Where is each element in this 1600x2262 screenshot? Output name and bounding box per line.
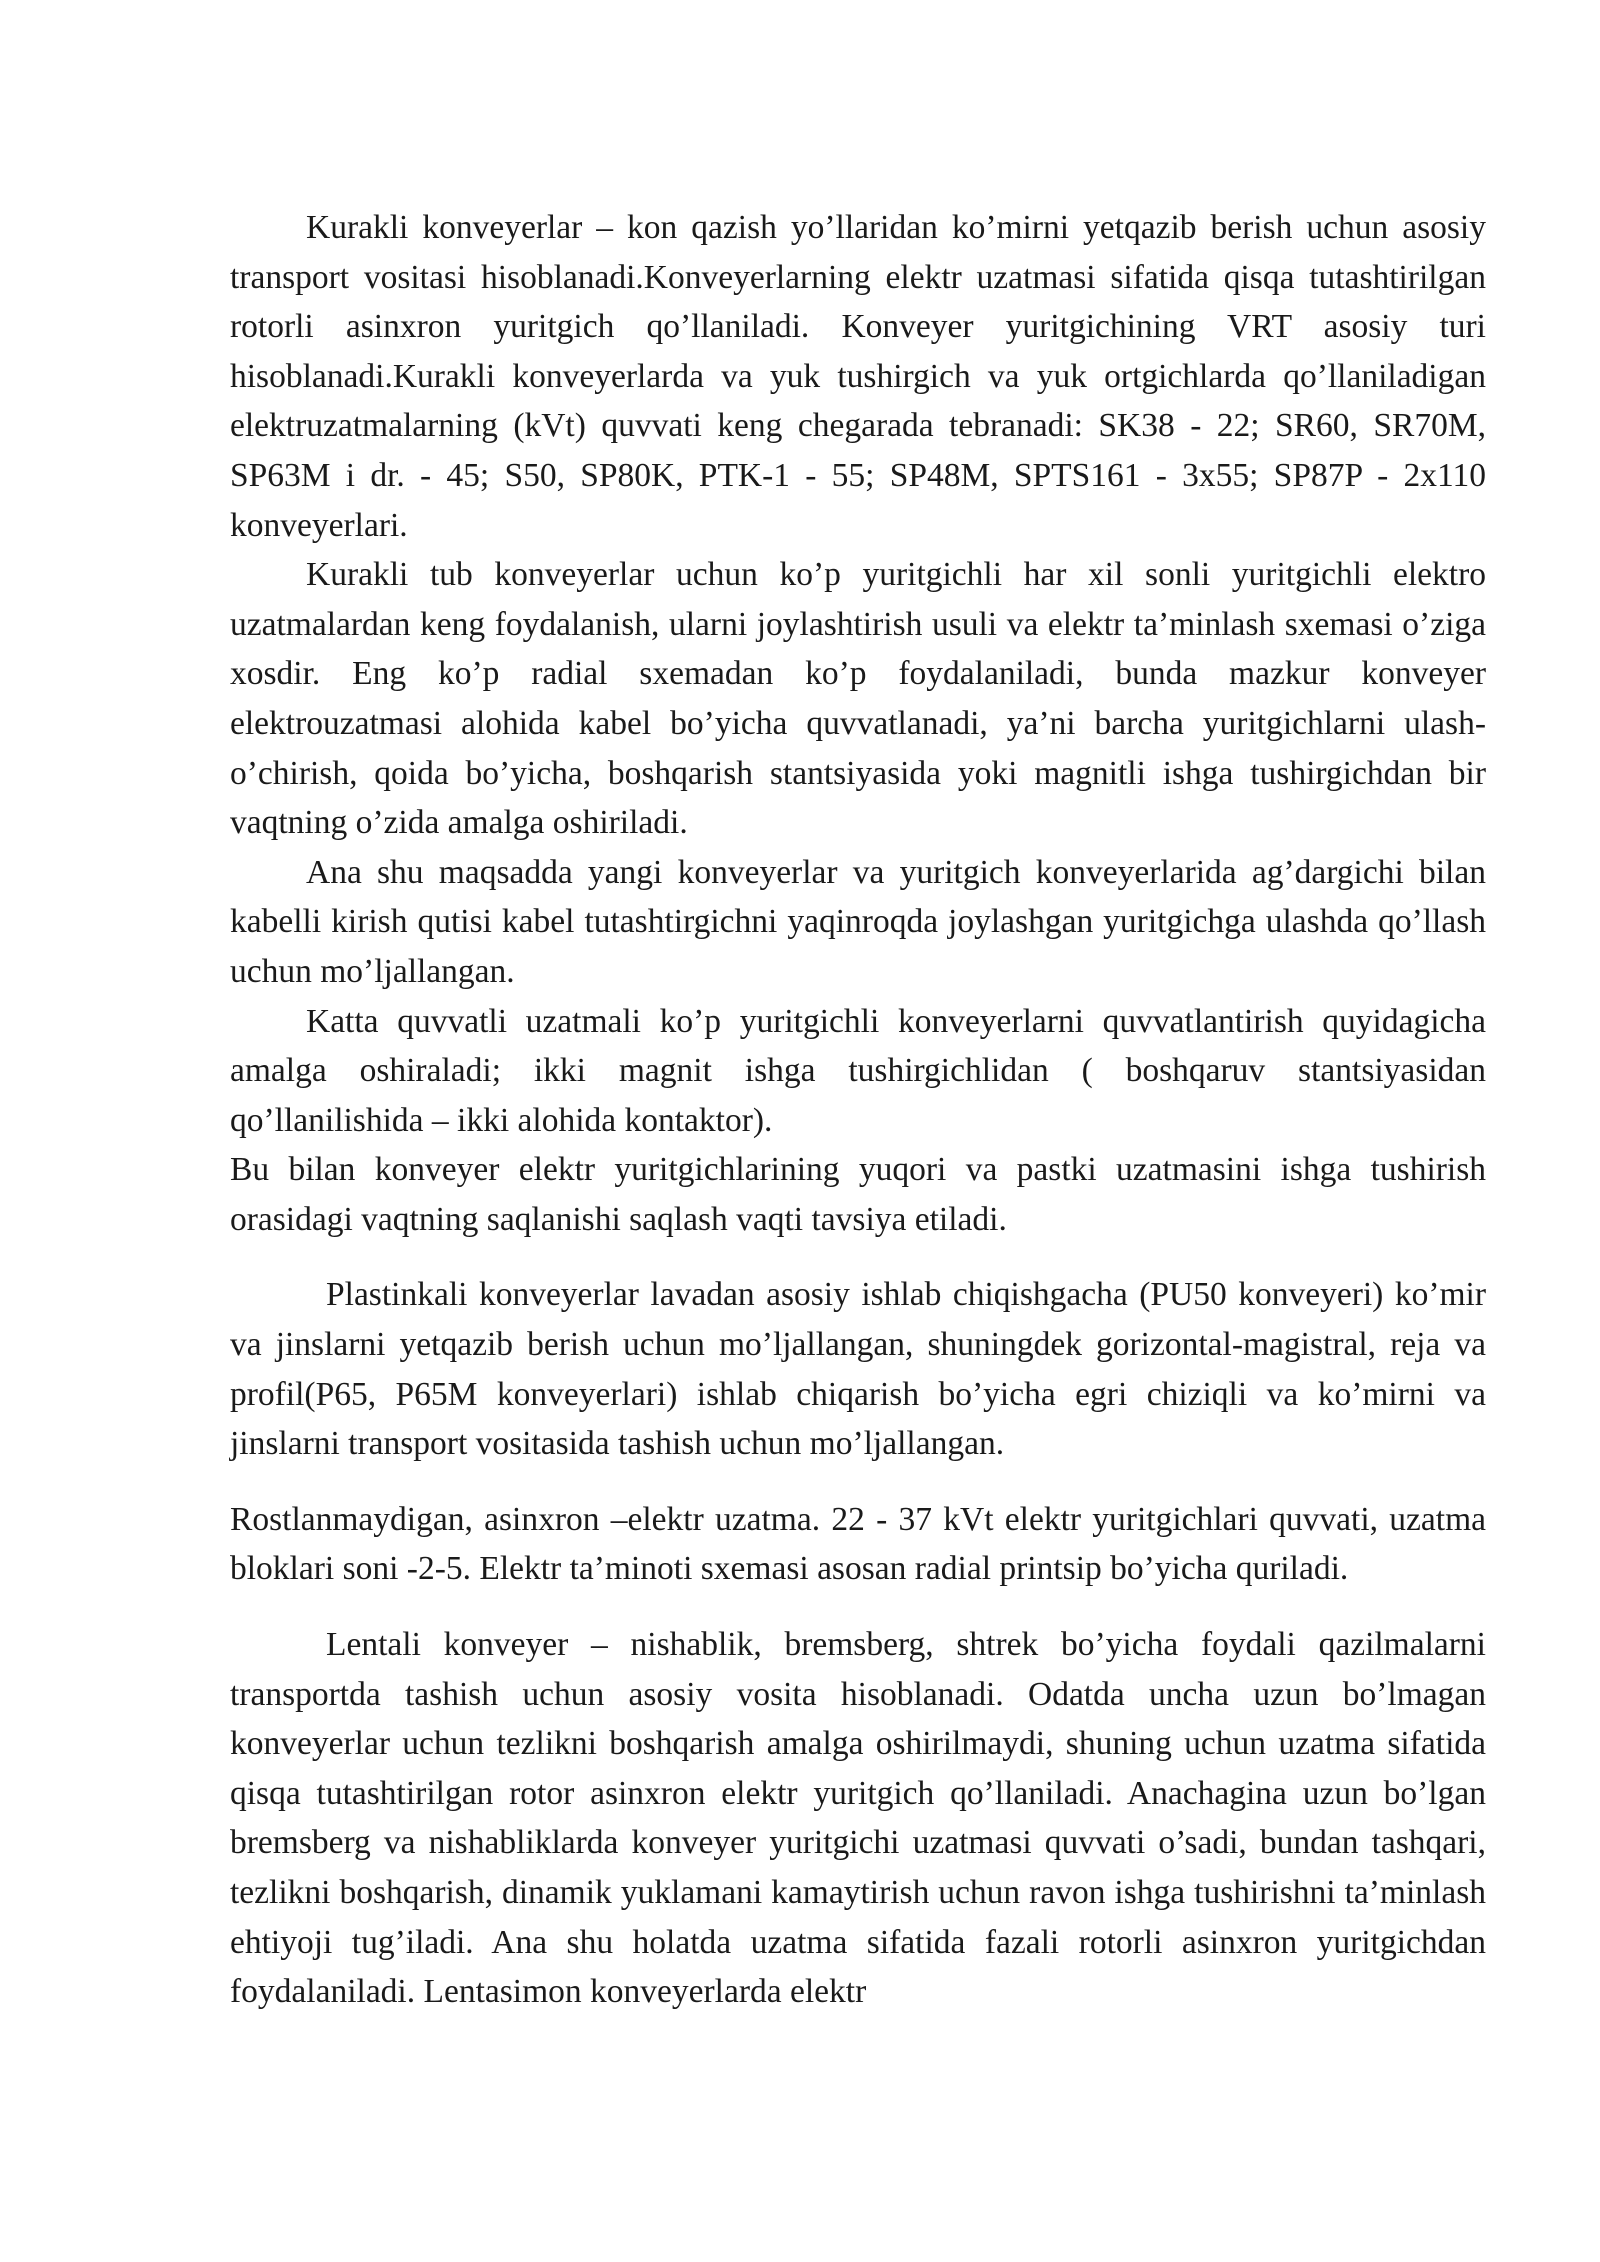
document-body	[230, 203, 1486, 2017]
paragraph-cable-box: Ana shu maqsadda yangi konveyerlar va yuritgich konveyerlarida ag’dargichi bilan kabelli kirish qutisi kabel tutashtirgichni yaqinroqda joylashgan yuritgichga ulashda qo’llash uchun mo’ljallangan.	[230, 853, 1486, 990]
paragraph-face-conveyors: Kurakli tub konveyerlar uchun ko’p yuritgichli har xil sonli yuritgichli elektro uzatmalardan keng foydalanish, ularni joylashtirish usuli va elektr ta’minlash sxemasi o’ziga xosdir. Eng ko’p radial sxemadan ko’p foydalaniladi, bunda mazkur konveyer elektrouzatmasi alohida kabel bo’yicha quvvatlanadi, ya’ni barcha yuritgichlarni ulash-o’chirish, qoida bo’yicha, boshqarish stantsiyasida yoki magnitli ishga tushirgichdan bir vaqtning o’zida amalga oshiriladi.	[230, 556, 1486, 842]
paragraph-unregulated-drive: Rostlanmaydigan, asinxron –elektr uzatma. 22 - 37 kVt elektr yuritgichlari quvvati, uzatma bloklari soni -2-5. Elektr ta’minoti sxemasi asosan radial printsip bo’yicha quriladi.	[230, 1500, 1486, 1588]
paragraph-plate-conveyors: Plastinkali konveyerlar lavadan asosiy ishlab chiqishgacha (PU50 konveyeri) ko’mir va jinslarni yetqazib berish uchun mo’ljallangan, shuningdek gorizontal-magistral, reja va profil(P65, P65M konveyerlari) ishlab chiqarish bo’yicha egri chiziqli va ko’mirni va jinslarni transport vositasida tashish uchun mo’ljallangan.	[230, 1276, 1486, 1463]
paragraph-start-delay: Bu bilan konveyer elektr yuritgichlarining yuqori va pastki uzatmasini ishga tushirish orasidagi vaqtning saqlanishi saqlash vaqti tavsiya etiladi.	[230, 1151, 1486, 1238]
paragraph-scraper-conveyors: Kurakli konveyerlar – kon qazish yo’llaridan ko’mirni yetqazib berish uchun asosiy transport vositasi hisoblanadi.Konveyerlarning elektr uzatmasi sifatida qisqa tutashtirilgan rotorli asinxron yuritgich qo’llaniladi. Konveyer yuritgichining VRT asosiy turi hisoblanadi.Kurakli konveyerlarda va yuk tushirgich va yuk ortgichlarda qo’llaniladigan elektruzatmalarning (kVt) quvvati keng chegarada tebranadi: SK38 - 22; SR60, SR70M, SP63M i dr. - 45; S50, SP80K, PTK-1 - 55; SP48M, SPTS161 - 3x55; SP87P - 2x110 konveyerlari.	[230, 209, 1486, 544]
paragraph-belt-conveyor: Lentali konveyer – nishablik, bremsberg, shtrek bo’yicha foydali qazilmalarni transportda tashish uchun asosiy vosita hisoblanadi. Odatda uncha uzun bo’lmagan konveyerlar uchun tezlikni boshqarish amalga oshirilmaydi, shuning uchun uzatma sifatida qisqa tutashtirilgan rotor asinxron elektr yuritgich qo’llaniladi. Anachagina uzun bo’lgan bremsberg va nishabliklarda konveyer yuritgichi uzatmasi quvvati o’sadi, bundan tashqari, tezlikni boshqarish, dinamik yuklamani kamaytirish uchun ravon ishga tushirishni ta’minlash ehtiyoji tug’iladi. Ana shu holatda uzatma sifatida fazali rotorli asinxron yuritgichdan foydalaniladi. Lentasimon konveyerlarda elektr	[230, 1626, 1486, 2011]
paragraph-high-power-drives: Katta quvvatli uzatmali ko’p yuritgichli konveyerlarni quvvatlantirish quyidagicha amalga oshiraladi; ikki magnit ishga tushirgichlidan ( boshqaruv stantsiyasidan qo’llanilishida – ikki alohida kontaktor).	[230, 1002, 1486, 1139]
